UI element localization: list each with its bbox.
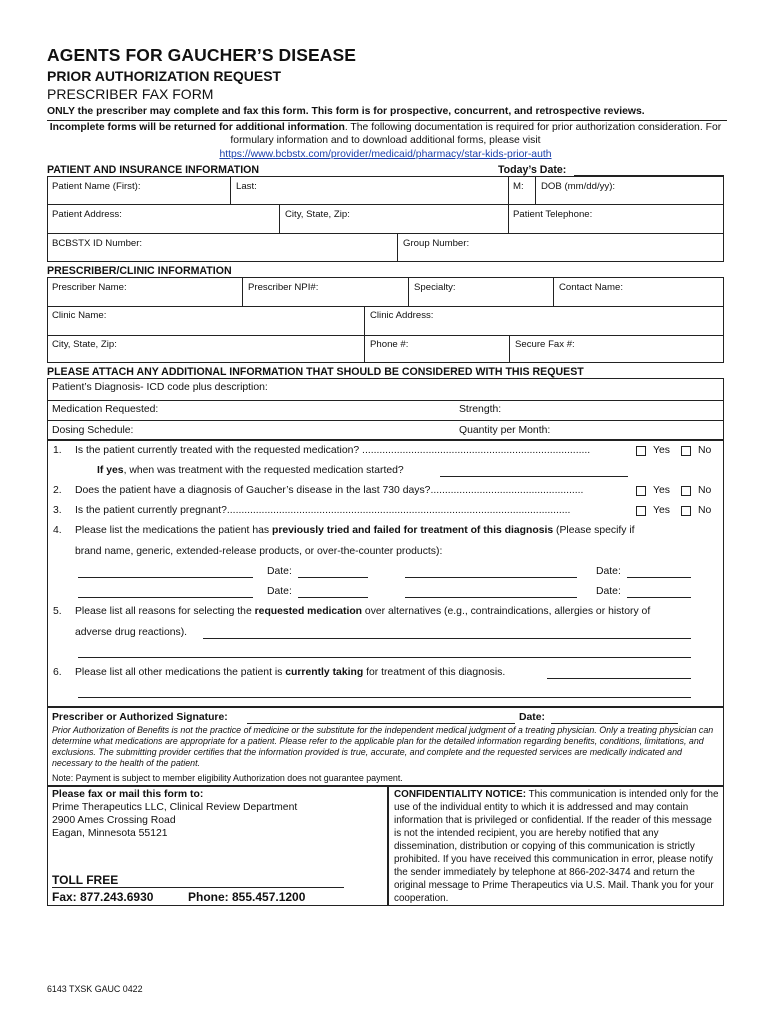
q3-number: 3. bbox=[53, 505, 62, 516]
form-title: AGENTS FOR GAUCHER’S DISEASE bbox=[47, 45, 357, 65]
tried-med-line-4[interactable] bbox=[405, 597, 577, 598]
medication-requested-field[interactable]: Medication Requested: bbox=[52, 404, 159, 415]
q1-yes-checkbox[interactable] bbox=[636, 446, 646, 456]
signature-date-label: Date: bbox=[519, 712, 545, 723]
q1-text: Is the patient currently treated with the requested medication? ............................................................................... bbox=[75, 445, 591, 456]
authorization-disclaimer: Prior Authorization of Benefits is not the practice of medicine or the substitute for the independent medical judgment of a treating physician. Only a treating physician can determine what medications are appropriate for a patient. Please refer to the applicable plan for the detailed information regarding benefits, conditions, limitations, and exclusions. The submitting provider certifies that the information provided is true, accurate, and complete and the requested services are medically indicated and necessary to the health of the patient. bbox=[52, 725, 714, 768]
q6-answer-line-1[interactable] bbox=[547, 678, 691, 679]
q6-text-bold: currently taking bbox=[285, 667, 364, 678]
diagnosis-field[interactable]: Patient’s Diagnosis- ICD code plus description: bbox=[52, 382, 268, 393]
q6-text-a: Please list all other medications the patient is bbox=[75, 667, 286, 678]
confidentiality-text: This communication is intended only for the use of the individual entity to which it is addressed and may contain information that is privileged or confidential. If the reader of this message is not the intended recipient, you are hereby notified that any dissemination, distribution or copying of this communication is strictly prohibited. If you have received this communication in error, please notify the sender immediately by telephone at 866-202-3474 and return the original message to Prime Therapeutics via U.S. Mail. Thank you for your cooperation. bbox=[394, 789, 719, 904]
contact-name-field[interactable]: Contact Name: bbox=[559, 282, 623, 293]
q5-text bbox=[75, 606, 650, 617]
no-label: No bbox=[698, 505, 712, 516]
no-label: No bbox=[698, 485, 712, 496]
todays-date-label: Today’s Date: bbox=[498, 164, 567, 176]
prescriber-col-divider bbox=[408, 277, 409, 306]
q4-text bbox=[75, 525, 635, 536]
patient-dob-field[interactable]: DOB (mm/dd/yy): bbox=[541, 181, 616, 192]
toll-free-label: TOLL FREE bbox=[52, 873, 119, 887]
q4-text-bold: previously tried and failed for treatment of this diagnosis bbox=[271, 525, 554, 536]
prescriber-col-divider bbox=[509, 335, 510, 363]
q5-text-line2: adverse drug reactions). bbox=[75, 627, 188, 638]
formulary-link[interactable]: https://www.bcbstx.com/provider/medicaid/pharmacy/star-kids-prior-auth bbox=[219, 149, 552, 160]
patient-col-divider bbox=[508, 176, 509, 204]
q1-number: 1. bbox=[53, 445, 62, 456]
signature-label: Prescriber or Authorized Signature: bbox=[52, 712, 228, 723]
q2-yes-checkbox[interactable] bbox=[636, 486, 646, 496]
quantity-field[interactable]: Quantity per Month: bbox=[459, 425, 551, 436]
q1-no-checkbox[interactable] bbox=[681, 446, 691, 456]
tried-med-line-2[interactable] bbox=[405, 577, 577, 578]
date-label: Date: bbox=[596, 566, 621, 577]
clinic-name-field[interactable]: Clinic Name: bbox=[52, 310, 107, 321]
tried-date-line-1[interactable] bbox=[298, 577, 368, 578]
form-type: PRESCRIBER FAX FORM bbox=[47, 86, 214, 102]
tried-date-line-4[interactable] bbox=[627, 597, 691, 598]
specialty-field[interactable]: Specialty: bbox=[414, 282, 456, 293]
contact-line-3: Eagan, Minnesota 55121 bbox=[52, 828, 168, 839]
patient-address-field[interactable]: Patient Address: bbox=[52, 209, 122, 220]
q4-text-b: (Please specify if bbox=[553, 525, 635, 536]
incomplete-bold: Incomplete forms will be returned for additional information bbox=[49, 122, 345, 133]
start-date-line[interactable] bbox=[440, 476, 628, 477]
prescriber-col-divider bbox=[242, 277, 243, 306]
secure-fax-field[interactable]: Secure Fax #: bbox=[515, 339, 575, 350]
q5-answer-line-1[interactable] bbox=[203, 638, 691, 639]
confidentiality-heading: CONFIDENTIALITY NOTICE: bbox=[394, 789, 527, 800]
payment-note: Note: Payment is subject to member eligibility Authorization does not guarantee payment. bbox=[52, 773, 403, 783]
patient-col-divider bbox=[230, 176, 231, 204]
q5-text-bold: requested medication bbox=[254, 606, 363, 617]
q3-text: Is the patient currently pregnant?....................................................................................................................... bbox=[75, 505, 571, 516]
patient-info-box bbox=[47, 176, 724, 262]
q6-answer-line-2[interactable] bbox=[78, 697, 691, 698]
q2-no-checkbox[interactable] bbox=[681, 486, 691, 496]
prescriber-npi-field[interactable]: Prescriber NPI#: bbox=[248, 282, 319, 293]
patient-row-divider-1 bbox=[47, 204, 724, 205]
patient-section-title: PATIENT AND INSURANCE INFORMATION bbox=[47, 164, 260, 176]
tried-med-line-3[interactable] bbox=[78, 597, 253, 598]
tried-date-line-2[interactable] bbox=[627, 577, 691, 578]
toll-free-divider bbox=[52, 887, 344, 888]
q3-yes-checkbox[interactable] bbox=[636, 506, 646, 516]
prescriber-section-title: PRESCRIBER/CLINIC INFORMATION bbox=[47, 265, 232, 277]
patient-city-field[interactable]: City, State, Zip: bbox=[285, 209, 350, 220]
clinic-city-field[interactable]: City, State, Zip: bbox=[52, 339, 117, 350]
patient-col-divider bbox=[508, 204, 509, 233]
prescriber-col-divider bbox=[364, 306, 365, 363]
q1-if-yes bbox=[97, 465, 404, 476]
patient-col-divider bbox=[279, 204, 280, 233]
q5-text-a: Please list all reasons for selecting the bbox=[75, 606, 255, 617]
contact-line-2: 2900 Ames Crossing Road bbox=[52, 815, 176, 826]
date-label: Date: bbox=[596, 586, 621, 597]
dosing-schedule-field[interactable]: Dosing Schedule: bbox=[52, 425, 134, 436]
q4-text-line2: brand name, generic, extended-release products, or over-the-counter products): bbox=[75, 546, 443, 557]
incomplete-rest: . The following documentation is required for prior authorization consideration. For formulary information and to download additional forms, please visit bbox=[230, 122, 722, 146]
q2-text: Does the patient have a diagnosis of Gaucher’s disease in the last 730 days?..................................................... bbox=[75, 485, 584, 496]
q4-number: 4. bbox=[53, 525, 62, 536]
q6-text-b: for treatment of this diagnosis. bbox=[363, 667, 506, 678]
signature-line[interactable] bbox=[247, 723, 515, 724]
tried-med-line-1[interactable] bbox=[78, 577, 253, 578]
phone-number: Phone: 855.457.1200 bbox=[188, 890, 306, 904]
form-code: 6143 TXSK GAUC 0422 bbox=[47, 984, 143, 994]
q5-number: 5. bbox=[53, 606, 62, 617]
if-yes-bold: If yes bbox=[97, 465, 124, 476]
q6-text bbox=[75, 667, 505, 678]
contact-line-1: Prime Therapeutics LLC, Clinical Review Department bbox=[52, 802, 298, 813]
yes-label: Yes bbox=[653, 505, 670, 516]
form-subtitle: PRIOR AUTHORIZATION REQUEST bbox=[47, 68, 282, 84]
patient-mi-field[interactable]: M: bbox=[513, 181, 524, 192]
date-label: Date: bbox=[267, 566, 292, 577]
q5-answer-line-2[interactable] bbox=[78, 657, 691, 658]
yes-label: Yes bbox=[653, 445, 670, 456]
contact-heading: Please fax or mail this form to: bbox=[52, 789, 204, 800]
clinic-phone-field[interactable]: Phone #: bbox=[370, 339, 409, 350]
medication-row-divider bbox=[47, 420, 724, 421]
date-label: Date: bbox=[267, 586, 292, 597]
patient-col-divider bbox=[397, 233, 398, 262]
medication-row-divider bbox=[47, 400, 724, 401]
q6-number: 6. bbox=[53, 667, 62, 678]
patient-row-divider-2 bbox=[47, 233, 724, 234]
prescriber-name-field[interactable]: Prescriber Name: bbox=[52, 282, 127, 293]
q5-text-b: over alternatives (e.g., contraindications, allergies or history of bbox=[362, 606, 651, 617]
patient-first-name-field[interactable]: Patient Name (First): bbox=[52, 181, 141, 192]
incomplete-notice bbox=[47, 121, 724, 147]
fax-number: Fax: 877.243.6930 bbox=[52, 890, 154, 904]
yes-label: Yes bbox=[653, 485, 670, 496]
prescriber-row-divider-1 bbox=[47, 306, 724, 307]
group-number-field[interactable]: Group Number: bbox=[403, 238, 470, 249]
q3-no-checkbox[interactable] bbox=[681, 506, 691, 516]
prescriber-row-divider-2 bbox=[47, 335, 724, 336]
prescriber-col-divider bbox=[553, 277, 554, 306]
bcbstx-id-field[interactable]: BCBSTX ID Number: bbox=[52, 238, 143, 249]
signature-date-line[interactable] bbox=[551, 723, 678, 724]
q2-number: 2. bbox=[53, 485, 62, 496]
q4-text-a: Please list the medications the patient has bbox=[75, 525, 272, 536]
clinic-address-field[interactable]: Clinic Address: bbox=[370, 310, 434, 321]
patient-telephone-field[interactable]: Patient Telephone: bbox=[513, 209, 593, 220]
tried-date-line-3[interactable] bbox=[298, 597, 368, 598]
if-yes-rest: , when was treatment with the requested medication started? bbox=[123, 465, 404, 476]
attach-section-title: PLEASE ATTACH ANY ADDITIONAL INFORMATION THAT SHOULD BE CONSIDERED WITH THIS REQUEST bbox=[47, 366, 584, 378]
patient-col-divider bbox=[535, 176, 536, 204]
strength-field[interactable]: Strength: bbox=[459, 404, 502, 415]
patient-last-name-field[interactable]: Last: bbox=[236, 181, 257, 192]
only-prescriber-notice: ONLY the prescriber may complete and fax this form. This form is for prospective, concurrent, and retrospective reviews. bbox=[47, 106, 645, 117]
confidentiality-notice bbox=[394, 788, 720, 905]
no-label: No bbox=[698, 445, 712, 456]
